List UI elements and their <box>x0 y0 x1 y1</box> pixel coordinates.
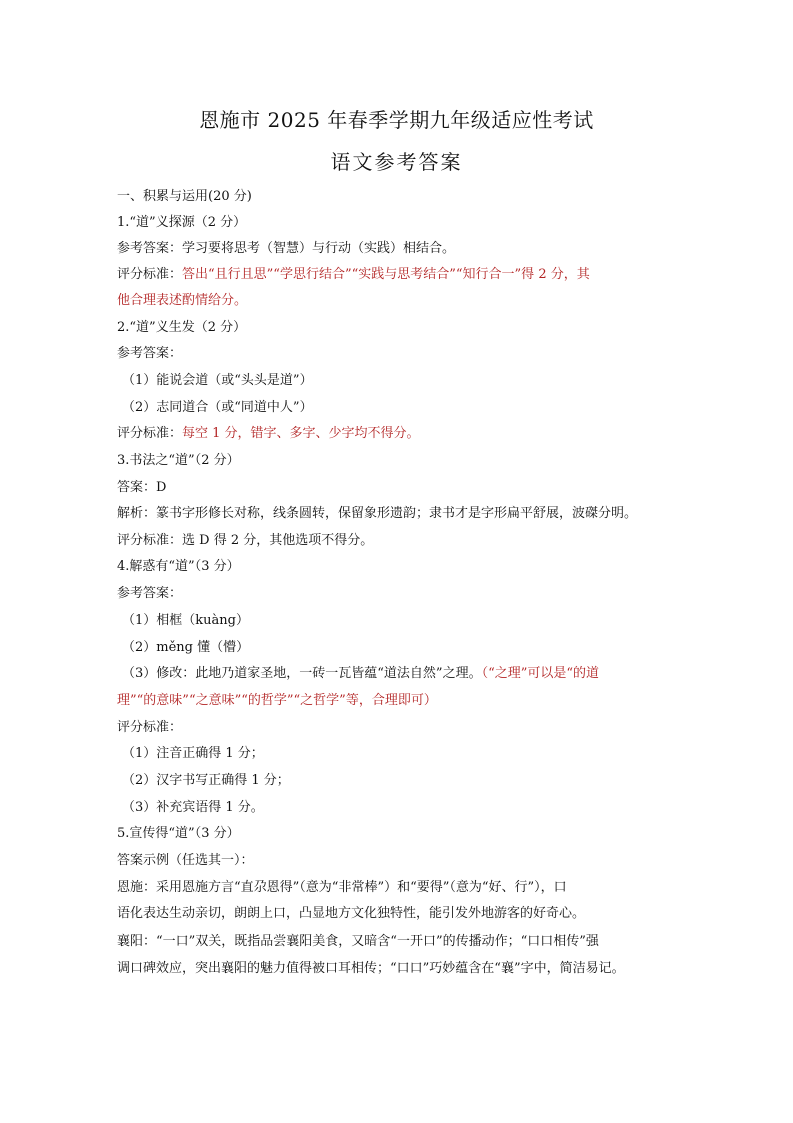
question-5-xiangyang: 襄阳：“一口”双关，既指品尝襄阳美食，又暗含“一开口”的传播动作；“口口相传”强 <box>117 934 599 949</box>
question-3-standard: 评分标准：选 D 得 2 分，其他选项不得分。 <box>117 533 374 548</box>
question-4-item-1: （1）相框（kuàng） <box>122 613 249 628</box>
question-5-enshi: 恩施：采用恩施方言“直尕恩得”（意为“非常棒”）和“要得”（意为“好、行”），口 <box>117 880 567 895</box>
question-1-standard-cont: 他合理表述酌情给分。 <box>117 293 248 308</box>
standard-text: 每空 1 分，错字、多字、少字均不得分。 <box>182 426 420 441</box>
item-3-note: （“之理”可以是“的道 <box>481 666 600 681</box>
question-5-enshi-cont: 语化表达生动亲切，朗朗上口，凸显地方文化独特性，能引发外地游客的好奇心。 <box>117 906 586 921</box>
question-4-item-2: （2）měng 懂（懵） <box>122 640 250 655</box>
question-4-answer-label: 参考答案： <box>117 586 183 601</box>
question-4-standard-label: 评分标准： <box>117 720 183 735</box>
question-4-standard-2: （2）汉字书写正确得 1 分； <box>122 773 290 788</box>
question-5-heading: 5.宣传得“道”（3 分） <box>117 826 240 841</box>
question-2-item-2: （2）志同道合（或“同道中人”） <box>122 400 313 415</box>
page-title: 恩施市 2025 年春季学期九年级适应性考试 <box>199 108 594 132</box>
question-1-heading: 1.“道”义探源（2 分） <box>117 215 247 230</box>
question-3-answer: 答案：D <box>117 480 167 495</box>
question-2-standard <box>117 425 687 443</box>
section-heading: 一、积累与运用(20 分) <box>117 189 252 204</box>
item-3-text: （3）修改：此地乃道家圣地，一砖一瓦皆蕴“道法自然”之理。 <box>122 666 482 681</box>
standard-label: 评分标准： <box>117 267 183 282</box>
question-1-standard <box>117 266 687 284</box>
question-4-standard-3: （3）补充宾语得 1 分。 <box>122 800 264 815</box>
question-4-heading: 4.解惑有“道”（3 分） <box>117 559 240 574</box>
question-5-example-label: 答案示例（任选其一）： <box>117 853 254 868</box>
question-2-answer-label: 参考答案： <box>117 346 183 361</box>
question-1-answer: 参考答案：学习要将思考（智慧）与行动（实践）相结合。 <box>117 241 456 256</box>
question-3-analysis: 解析：篆书字形修长对称，线条圆转，保留象形遗韵；隶书才是字形扁平舒展，波磔分明。 <box>117 506 638 521</box>
question-4-item-3-cont: 理”“的意味”“之意味”“的哲学”“之哲学”等，合理即可） <box>117 693 437 708</box>
question-4-item-3 <box>122 665 692 683</box>
page-subtitle: 语文参考答案 <box>330 150 463 174</box>
standard-text: 答出“且行且思”“学思行结合”“实践与思考结合”“知行合一”得 2 分，其 <box>182 267 590 282</box>
question-2-item-1: （1）能说会道（或“头头是道”） <box>122 373 313 388</box>
question-3-heading: 3.书法之“道”（2 分） <box>117 453 240 468</box>
question-5-xiangyang-cont: 调口碑效应，突出襄阳的魅力值得被口耳相传；“口口”巧妙蕴含在“襄”字中，简洁易记。 <box>117 961 625 976</box>
question-4-standard-1: （1）注音正确得 1 分； <box>122 746 264 761</box>
standard-label: 评分标准： <box>117 426 183 441</box>
question-2-heading: 2.“道”义生发（2 分） <box>117 320 247 335</box>
